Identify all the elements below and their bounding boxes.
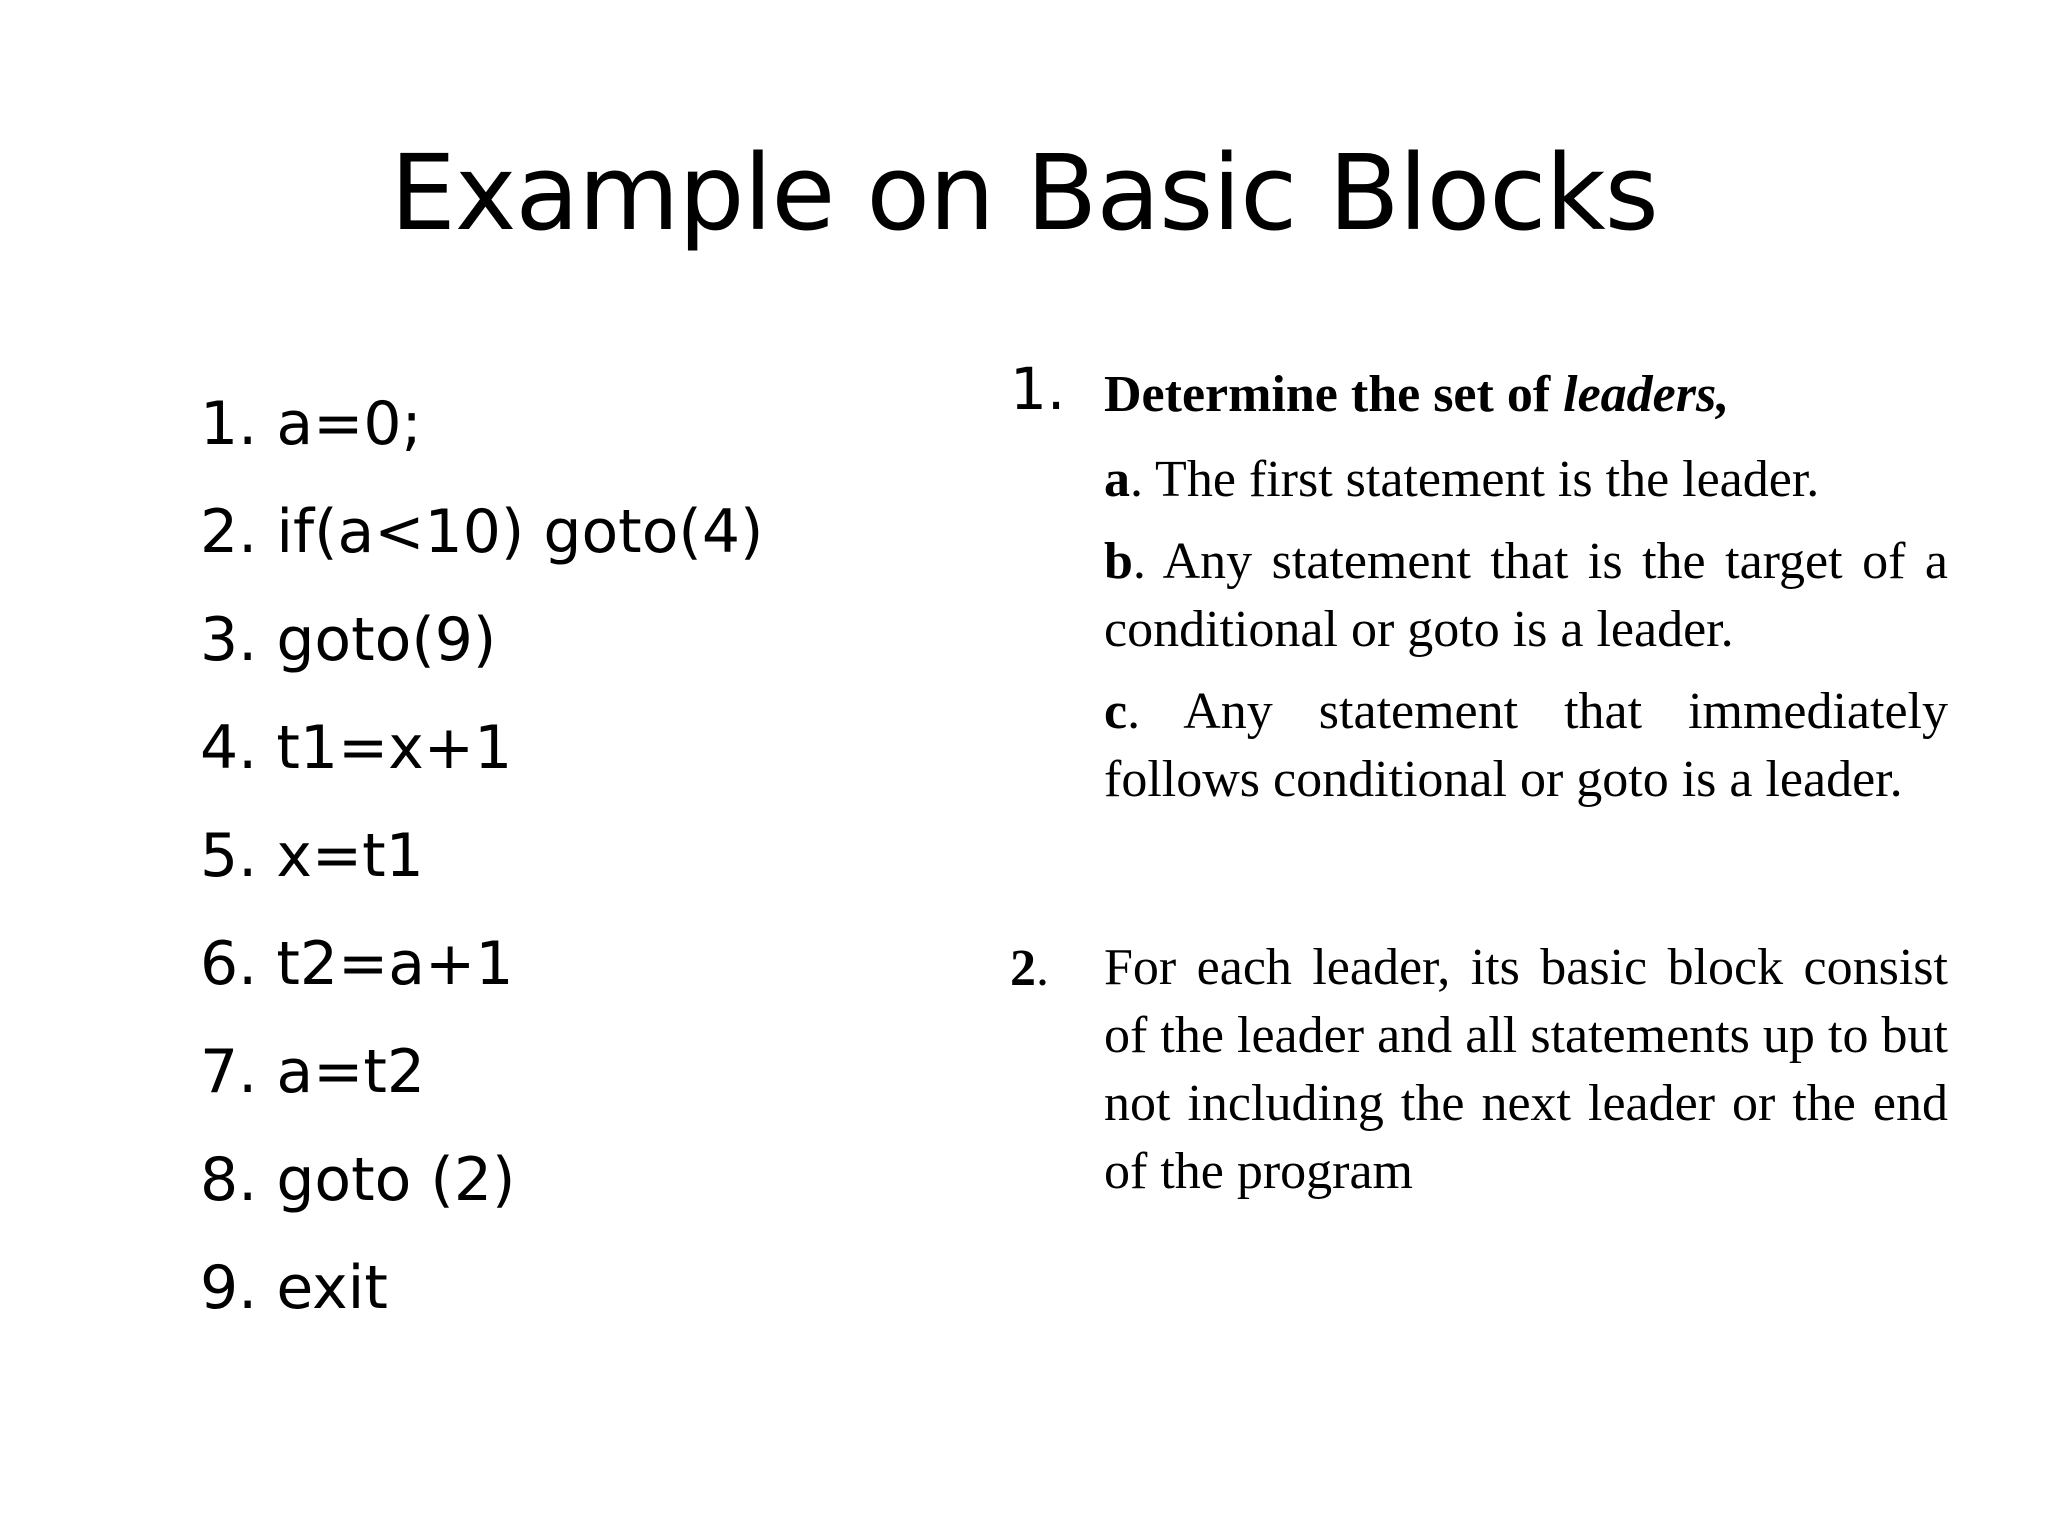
step-one-heading-text: Determine the set of	[1104, 366, 1564, 423]
code-line: 9. exit	[200, 1253, 388, 1323]
code-line: 2. if(a<10) goto(4)	[200, 497, 764, 567]
code-line: 6. t2=a+1	[200, 929, 514, 999]
code-listing	[200, 370, 763, 1342]
step-two	[1010, 934, 1948, 1206]
sub-item-label: a	[1104, 451, 1130, 508]
sub-item-a	[1104, 446, 1948, 514]
code-line: 3. goto(9)	[200, 605, 497, 675]
step-two-text: For each leader, its basic block consist of the leader and all statements up to but not including the next leader or the end of the program	[1104, 939, 1948, 1200]
code-line: 5. x=t1	[200, 821, 424, 891]
step-two-number-digit: 2	[1010, 940, 1036, 997]
code-line: 1. a=0;	[200, 389, 422, 459]
sub-item-label: c	[1104, 683, 1128, 740]
step-two-number	[1010, 934, 1049, 1004]
slide-title: Example on Basic Blocks	[390, 132, 1658, 254]
step-two-number-dot: .	[1036, 940, 1049, 997]
code-line: 8. goto (2)	[200, 1145, 516, 1215]
sub-item-b	[1104, 528, 1948, 664]
step-one	[1010, 355, 1948, 814]
sub-item-text: . The first statement is the leader.	[1130, 451, 1820, 508]
algorithm-steps	[1010, 355, 1948, 1206]
code-line: 7. a=t2	[200, 1037, 426, 1107]
step-one-number: 1.	[1010, 355, 1066, 423]
sub-item-text: . Any statement that immediately follows conditional or goto is a leader.	[1104, 683, 1948, 808]
step-one-heading-emphasis: leaders,	[1563, 366, 1730, 423]
sub-item-label: b	[1104, 533, 1133, 590]
code-line: 4. t1=x+1	[200, 713, 513, 783]
sub-item-c	[1104, 678, 1948, 814]
sub-item-text: . Any statement that is the target of a conditional or goto is a leader.	[1104, 533, 1948, 658]
step-one-heading	[1104, 360, 1948, 430]
